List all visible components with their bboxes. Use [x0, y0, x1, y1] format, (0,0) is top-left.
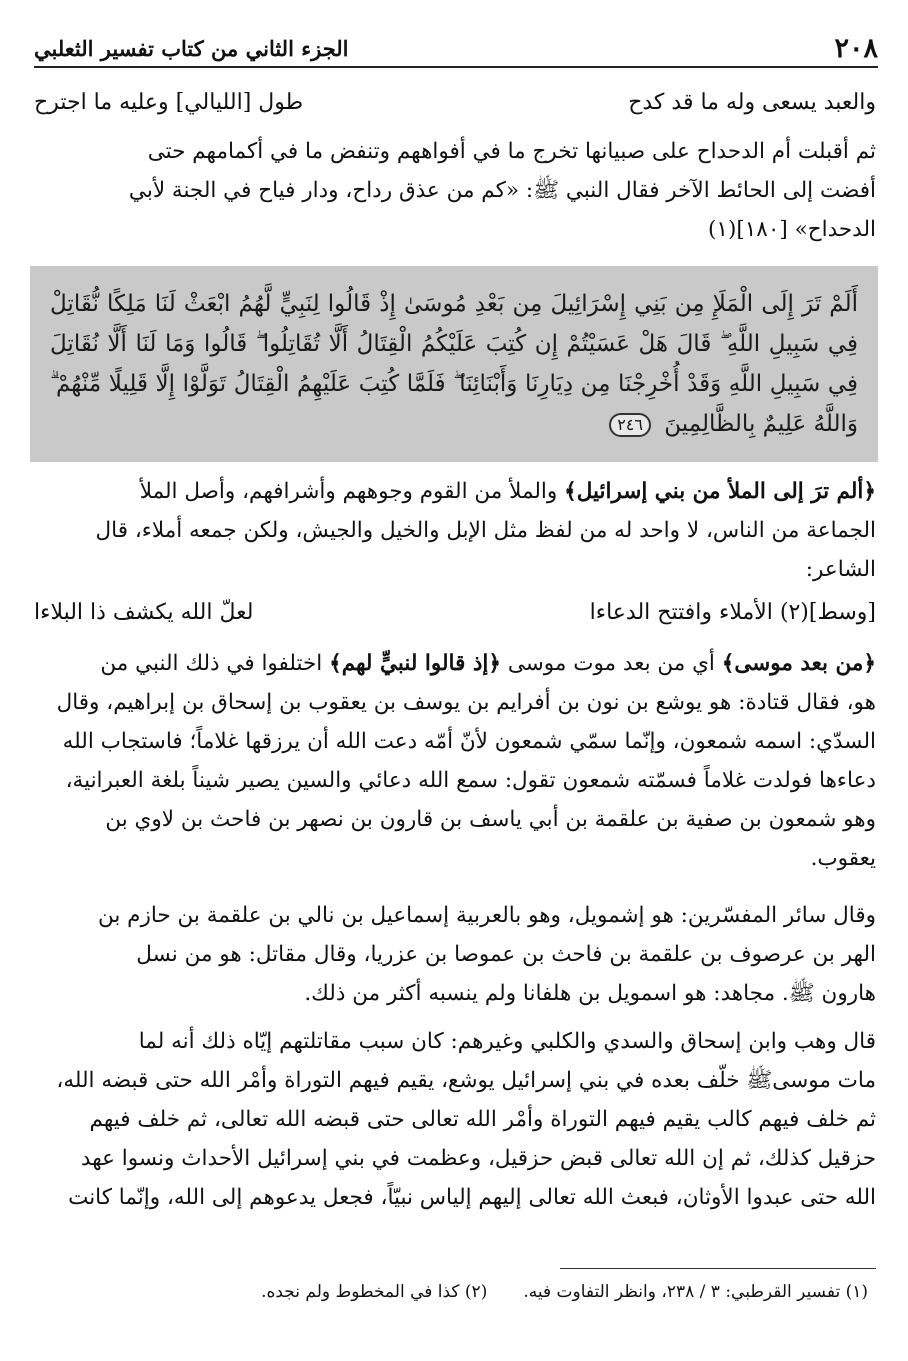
verse-2-second-hemistich: لعلّ الله يكشف ذا البلاءا: [34, 600, 254, 625]
paragraph-prophet-identity: [34, 644, 876, 878]
verse-1-second-hemistich: طول [الليالي] وعليه ما اجترح: [34, 90, 304, 115]
quoted-phrase: ﴿ألم ترَ إلى الملأ من بني إسرائيل﴾: [564, 479, 876, 504]
footnote-1: (١) تفسير القرطبي: ٣ / ٢٣٨، وانظر التفاوت فيه.: [523, 1282, 868, 1302]
paragraph-mala-definition: [34, 472, 876, 589]
quran-verse-text: أَلَمْ تَرَ إِلَى الْمَلَإِ مِن بَنِي إِسْرَائِيلَ مِن بَعْدِ مُوسَىٰ إِذْ قَالُوا لِنَبِيٍّ لَّهُمُ ابْعَثْ لَنَا مَلِكًا نُّقَاتِلْ فِي سَبِيلِ اللَّهِ ۖ قَالَ هَلْ عَسَيْتُمْ إِن كُتِبَ عَلَيْكُمُ الْقِتَالُ أَلَّا تُقَاتِلُوا ۖ قَالُوا وَمَا لَنَا أَلَّا نُقَاتِلَ فِي سَبِيلِ اللَّهِ وَقَدْ أُخْرِجْنَا مِن دِيَارِنَا وَأَبْنَائِنَا ۖ فَلَمَّا كُتِبَ عَلَيْهِمُ الْقِتَالُ تَوَلَّوْا إِلَّا قَلِيلًا مِّنْهُمْ ۗ وَاللَّهُ عَلِيمٌ بِالظَّالِمِينَ: [50, 291, 858, 437]
footnote-divider: [560, 1268, 876, 1269]
paragraph-text: والملأ من القوم وجوههم وأشرافهم، وأصل الملأ الجماعة من الناس، لا واحد له من لفظ مثل الإبل والخيل والجيش، ولكن جمعه أملاء، قال الشاعر:: [95, 479, 876, 582]
quoted-phrase-2: ﴿إذ قالوا لنبيٍّ لهم﴾: [329, 651, 501, 676]
ayah-number-marker: ٢٤٦: [609, 413, 651, 437]
paragraph-mufassirun: وقال سائر المفسّرين: هو إشمويل، وهو بالعربية إسماعيل بن نالي بن علقمة بن حازم بن الهر بن عرصوف بن علقمة بن فاحث بن عموصا بن عزريا، وقال مقاتل: هو من نسل هارون ﷺ. مجاهد: هو اسمويل بن هلفانا ولم ينسبه أكثر من ذلك.: [98, 903, 876, 1006]
page-number: ٢٠٨: [834, 32, 878, 64]
paragraph-wahb-narration: قال وهب وابن إسحاق والسدي والكلبي وغيرهم: كان سبب مقاتلتهم إيّاه ذلك أنه لما مات موسىﷺ خلّف بعده في بني إسرائيل يوشع، يقيم فيهم التوراة وأمْر الله حتى قبضه الله، ثم خلف فيهم كالب يقيم فيهم التوراة وأمْر الله تعالى حتى قبضه الله تعالى، ثم خلف فيهم حزقيل كذلك، ثم إن الله تعالى قبض حزقيل، وعظمت في بني إسرائيل الأحداث ونسوا عهد الله حتى عبدوا الأوثان، فبعث الله تعالى إليهم إلياس نبيّاً، فجعل يدعوهم إلى الله، وإنّما كانت: [56, 1029, 876, 1210]
poetry-verse-1: [34, 90, 876, 115]
quran-verse-box: [30, 266, 878, 462]
verse-2-first-hemistich: [وسط](٢) الأملاء وافتتح الدعاءا: [589, 600, 876, 625]
paragraph-text-2: اختلفوا في ذلك النبي من هو، فقال قتادة: هو يوشع بن نون بن أفرايم بن يوسف بن يعقوب بن إسحاق بن إبراهيم، وقال السدّي: اسمه شمعون، وإنّما سمّي شمعون لأنّ أمّه دعت الله أن يرزقها غلاماً؛ فاستجاب الله دعاءها فولدت غلاماً فسمّته شمعون تقول: سمع الله دعائي والسين يصير شيناً بلغة العبرانية، وهو شمعون بن صفية بن علقمة بن أبي ياسف بن قارون بن نصهر بن فاحث بن لاوي بن يعقوب.: [56, 651, 876, 871]
paragraph-text: أي من بعد موت موسى: [500, 651, 722, 676]
footnote-2: (٢) كذا في المخطوط ولم نجده.: [261, 1282, 488, 1302]
paragraph-abu-dahdah: ثم أقبلت أم الدحداح على صبيانها تخرج ما في أفواههم وتنفض ما في أكمامهم حتى أفضت إلى الحائط الآخر فقال النبي ﷺ: «كم من عذق رداح، ودار فياح في الجنة لأبي الدحداح» [١٨٠](١): [128, 139, 876, 242]
page-header: [34, 30, 878, 68]
verse-1-first-hemistich: والعبد يسعى وله ما قد كدح: [628, 90, 876, 115]
footnotes: [261, 1282, 868, 1302]
running-title: الجزء الثاني من كتاب تفسير الثعلبي: [34, 35, 349, 61]
quoted-phrase: ﴿من بعد موسى﴾: [721, 651, 876, 676]
poetry-verse-2: [34, 600, 876, 625]
